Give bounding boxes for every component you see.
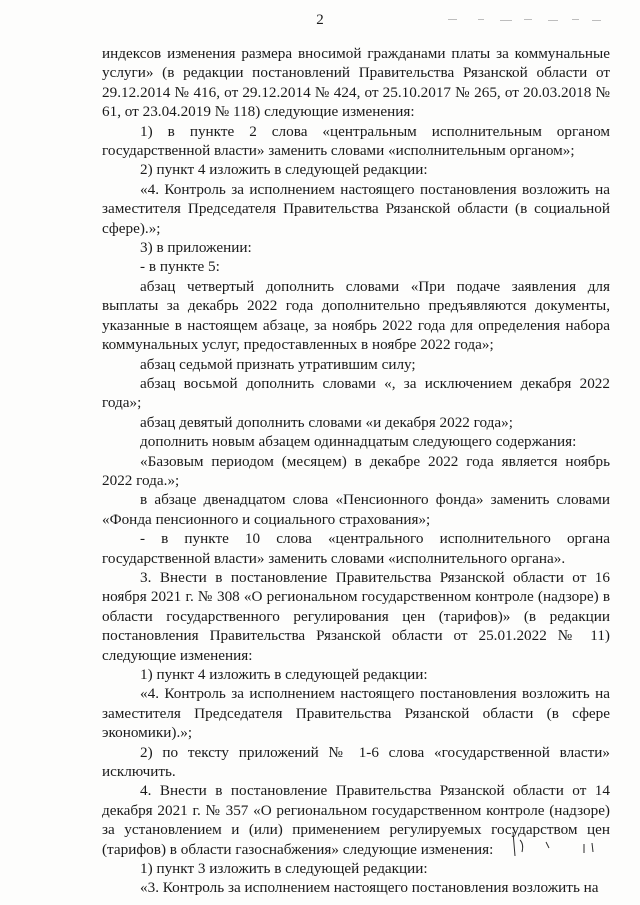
paragraph: абзац восьмой дополнить словами «, за исключением декабря 2022 года»; — [102, 374, 610, 412]
paragraph: 1) пункт 3 изложить в следующей редакции: — [140, 860, 428, 878]
paragraph: дополнить новым абзацем одиннадцатым следующего содержания: — [140, 433, 577, 451]
paragraph: абзац четвертый дополнить словами «При подаче заявления для выплаты за декабрь 2022 года дополнительно предъявляются документы, указанные в настоящем абзаце, за ноябрь 2022 года для определения набора коммунальных услуг, предоставленных в ноябре 2022 года»; — [102, 277, 610, 354]
paragraph: абзац седьмой признать утратившим силу; — [140, 355, 416, 373]
paragraph: 2) пункт 4 изложить в следующей редакции: — [140, 161, 428, 179]
paragraph: 3) в приложении: — [140, 239, 252, 257]
paragraph: - в пункте 10 слова «центрального исполнительного органа государственной власти» заменить словами «исполнительного органа». — [102, 530, 610, 567]
paragraph: 2) по тексту приложений № 1-6 слова «государственной власти» исключить. — [102, 743, 610, 781]
page-number: 2 — [316, 12, 324, 28]
paragraph: индексов изменения размера вносимой гражданами платы за коммунальные услуги» (в редакции постановлений Правительства Рязанской области от 29.12.2014 № 416, от 29.12.2014 № 424, от 25.10.2017 № 265, от 20.03.2018 № 61, от 23.04.2019 № 118) следующие изменения: — [102, 45, 610, 121]
paragraph: абзац девятый дополнить словами «и декабря 2022 года»; — [140, 413, 513, 431]
paragraph: 1) в пункте 2 слова «центральным исполнительным органом государственной власти» заменить словами «исполнительным органом»; — [102, 122, 610, 160]
paragraph: «Базовым периодом (месяцем) в декабре 2022 года является ноябрь 2022 года.»; — [102, 452, 610, 489]
paragraph: 3. Внести в постановление Правительства Рязанской области от 16 ноября 2021 г. № 308 «О региональном государственном контроле (надзоре) в области государственного регулирования цен (тарифов)» (в редакции постановления Правительства Рязанской области от 25.01.2022 № 11) следующие изменения: — [102, 568, 610, 664]
paragraph: в абзаце двенадцатом слова «Пенсионного фонда» заменить словами «Фонда пенсионного и социального страхования»; — [102, 491, 610, 528]
paragraph: - в пункте 5: — [140, 258, 220, 276]
paragraph: 4. Внести в постановление Правительства Рязанской области от 14 декабря 2021 г. № 357 «О региональном государственном контроле (надзоре) за установлением и (или) применением регулируемых государством цен (тарифов) в области газоснабжения» следующие изменения: — [102, 782, 610, 858]
paragraph: «4. Контроль за исполнением настоящего постановления возложить на заместителя Председателя Правительства Рязанской области (в социальной сфере).»; — [102, 180, 610, 237]
paragraph: «3. Контроль за исполнением настоящего постановления возложить на — [140, 879, 599, 897]
paragraph: 1) пункт 4 изложить в следующей редакции: — [140, 666, 428, 683]
document-body — [102, 44, 610, 898]
paragraph: «4. Контроль за исполнением настоящего постановления возложить на заместителя Председателя Правительства Рязанской области (в сфере экономики).»; — [102, 685, 610, 742]
